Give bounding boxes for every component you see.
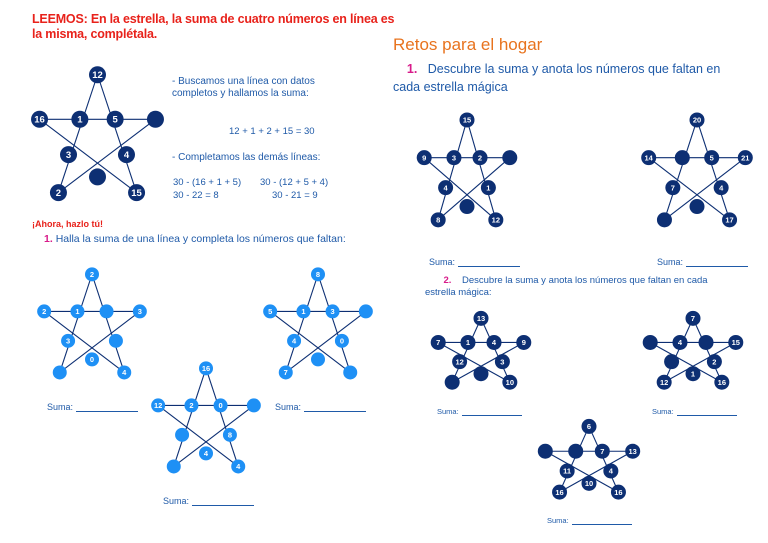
empty-star-node[interactable] — [460, 199, 475, 214]
star-node — [31, 111, 48, 128]
star-node — [582, 419, 597, 434]
node-circle — [643, 335, 658, 350]
lesson-title-line2: la misma, complétala. — [32, 27, 158, 41]
node-number: 8 — [227, 430, 233, 440]
node-number: 16 — [555, 487, 564, 497]
star-svg — [146, 356, 266, 481]
star-node — [487, 335, 502, 350]
node-number: 9 — [521, 338, 526, 348]
star-node — [452, 354, 467, 369]
star-node — [502, 375, 517, 390]
empty-star-node[interactable] — [675, 150, 690, 165]
empty-star-node[interactable] — [311, 352, 325, 366]
node-number: 9 — [422, 153, 427, 163]
node-circle — [100, 304, 114, 318]
node-circle — [690, 199, 705, 214]
node-number: 16 — [717, 377, 727, 387]
answer-line-1a[interactable] — [458, 266, 520, 267]
star-node — [641, 150, 656, 165]
node-number: 0 — [218, 401, 223, 411]
node-number: 12 — [92, 70, 103, 82]
empty-star-node[interactable] — [690, 199, 705, 214]
star-node — [552, 485, 567, 500]
node-number: 4 — [491, 338, 497, 348]
node-number: 5 — [112, 114, 118, 126]
node-number: 0 — [339, 336, 345, 346]
node-number: 2 — [477, 153, 483, 163]
node-number: 3 — [451, 153, 457, 163]
node-circle — [147, 111, 164, 128]
star-node — [231, 459, 245, 473]
suma-answer-1a — [429, 257, 520, 267]
node-number: 4 — [123, 150, 130, 162]
challenge-star-2a — [426, 307, 536, 395]
empty-star-node[interactable] — [109, 334, 123, 348]
node-number: 7 — [283, 368, 288, 378]
step-one-line2: completos y hallamos la suma: — [172, 88, 309, 99]
sum-equation: 12 + 1 + 2 + 15 = 30 — [229, 126, 315, 137]
star-node — [686, 366, 701, 381]
challenge-2-line2: estrella mágica: — [425, 287, 492, 298]
node-number: 3 — [65, 336, 71, 346]
node-number: 20 — [692, 115, 702, 125]
node-number: 15 — [462, 115, 472, 125]
ahora-label: ¡Ahora, hazlo tú! — [32, 219, 103, 229]
star-node — [665, 180, 680, 195]
practice-star-b — [258, 262, 378, 387]
star-node — [431, 212, 446, 227]
star-node — [714, 375, 729, 390]
star-node — [335, 334, 349, 348]
star-node — [287, 334, 301, 348]
node-number: 13 — [628, 446, 637, 456]
star-node — [690, 112, 705, 127]
star-node — [657, 375, 672, 390]
node-number: 1 — [75, 307, 80, 317]
example-star-diagram — [25, 60, 170, 210]
star-node — [263, 304, 277, 318]
node-circle — [445, 375, 460, 390]
suma-label-1b: Suma: — [657, 257, 684, 267]
node-number: 4 — [677, 338, 683, 348]
star-node — [707, 354, 722, 369]
answer-line-2c[interactable] — [572, 524, 632, 525]
node-circle — [359, 304, 373, 318]
suma-label-a: Suma: — [47, 402, 74, 412]
star-node — [481, 180, 496, 195]
challenge-1-number: 1. — [406, 62, 418, 76]
answer-line-2b[interactable] — [677, 415, 737, 416]
challenge-star-1a — [412, 107, 522, 235]
practice-star-a — [32, 262, 152, 387]
node-number: 3 — [137, 307, 142, 317]
node-number: 4 — [608, 466, 613, 476]
node-number: 7 — [436, 338, 441, 348]
challenge-1-text: Descubre la suma y anota los números que faltan en — [427, 62, 721, 76]
node-number: 14 — [644, 153, 653, 163]
node-number: 12 — [455, 357, 464, 367]
empty-star-node[interactable] — [247, 398, 261, 412]
star-node — [603, 463, 618, 478]
node-circle — [460, 199, 475, 214]
star-svg — [636, 107, 758, 235]
suma-answer-2a — [437, 407, 522, 416]
empty-star-node[interactable] — [147, 111, 164, 128]
node-circle — [675, 150, 690, 165]
node-number: 17 — [725, 215, 734, 225]
suma-answer-b — [275, 402, 366, 412]
challenge-star-2c — [533, 415, 645, 505]
node-number: 1 — [690, 369, 696, 379]
node-number: 3 — [65, 150, 72, 162]
step-two: - Completamos las demás líneas: — [172, 152, 321, 163]
node-circle — [502, 150, 517, 165]
suma-answer-2c — [547, 516, 632, 525]
node-circle — [175, 428, 189, 442]
empty-star-node[interactable] — [538, 444, 553, 459]
node-circle — [538, 444, 553, 459]
node-circle — [664, 354, 679, 369]
star-node — [199, 361, 213, 375]
star-node — [60, 146, 77, 163]
star-node — [582, 476, 597, 491]
star-node — [516, 335, 531, 350]
answer-line-b[interactable] — [304, 411, 366, 412]
challenge-2-line1 — [425, 275, 708, 287]
star-node — [473, 150, 488, 165]
star-node — [438, 180, 453, 195]
node-number: 4 — [236, 462, 241, 472]
suma-label-b: Suma: — [275, 402, 302, 412]
node-number: 15 — [131, 188, 142, 200]
star-node — [738, 150, 753, 165]
star-node — [89, 66, 106, 83]
suma-label-2b: Suma: — [652, 407, 674, 416]
empty-star-node[interactable] — [445, 375, 460, 390]
step-one-line1: - Buscamos una línea con datos — [172, 76, 315, 87]
star-node — [223, 428, 237, 442]
star-svg — [258, 262, 378, 387]
star-node — [128, 184, 145, 201]
star-svg — [412, 107, 522, 235]
star-node — [71, 111, 88, 128]
node-number: 1 — [486, 183, 491, 193]
node-number: 16 — [614, 487, 623, 497]
node-number: 0 — [89, 355, 95, 365]
node-number: 4 — [203, 449, 209, 459]
suma-label-c: Suma: — [163, 496, 190, 506]
calc-a1: 30 - (16 + 1 + 5) — [173, 177, 242, 188]
suma-answer-1b — [657, 257, 748, 267]
suma-label-2a: Suma: — [437, 407, 459, 416]
star-node — [474, 311, 489, 326]
star-node — [460, 112, 475, 127]
star-node — [686, 311, 701, 326]
question-1 — [44, 233, 346, 245]
suma-label-1a: Suma: — [429, 257, 456, 267]
suma-answer-c — [163, 496, 254, 506]
node-number: 5 — [268, 307, 273, 317]
node-number: 8 — [315, 270, 321, 280]
node-circle — [311, 352, 325, 366]
calc-b2: 30 - 21 = 9 — [272, 190, 318, 201]
node-circle — [568, 444, 583, 459]
star-node — [85, 352, 99, 366]
star-node — [672, 335, 687, 350]
node-number: 16 — [201, 364, 211, 374]
node-number: 7 — [690, 314, 696, 324]
question-1-number: 1. — [44, 233, 53, 245]
star-node — [560, 463, 575, 478]
star-svg — [638, 307, 748, 395]
star-svg — [533, 415, 645, 505]
challenge-2 — [425, 275, 708, 299]
node-number: 4 — [719, 183, 724, 193]
star-node — [311, 267, 325, 281]
practice-star-c — [146, 356, 266, 481]
node-number: 12 — [659, 377, 669, 387]
node-number: 5 — [709, 153, 714, 163]
node-number: 10 — [584, 479, 594, 489]
node-number: 1 — [465, 338, 471, 348]
star-node — [70, 304, 84, 318]
node-number: 2 — [89, 270, 95, 280]
node-number: 4 — [443, 183, 448, 193]
node-circle — [699, 335, 714, 350]
node-number: 2 — [189, 401, 194, 411]
node-number: 6 — [586, 422, 592, 432]
empty-star-node[interactable] — [89, 168, 106, 185]
node-number: 1 — [301, 307, 306, 317]
empty-star-node[interactable] — [474, 366, 489, 381]
calc-b1: 30 - (12 + 5 + 4) — [260, 177, 329, 188]
star-node — [446, 150, 461, 165]
star-node — [704, 150, 719, 165]
star-node — [37, 304, 51, 318]
node-number: 4 — [291, 336, 297, 346]
node-number: 7 — [600, 446, 605, 456]
calc-a2: 30 - 22 = 8 — [173, 190, 219, 201]
star-node — [722, 212, 737, 227]
node-number: 12 — [491, 215, 501, 225]
node-number: 2 — [712, 357, 717, 367]
star-node — [279, 365, 293, 379]
suma-answer-a — [47, 402, 138, 412]
star-node — [326, 304, 340, 318]
node-number: 15 — [731, 338, 740, 348]
star-svg — [426, 307, 536, 395]
empty-star-node[interactable] — [100, 304, 114, 318]
star-node — [296, 304, 310, 318]
star-node — [151, 398, 165, 412]
empty-star-node[interactable] — [167, 459, 181, 473]
node-number: 1 — [77, 114, 83, 126]
node-circle — [247, 398, 261, 412]
suma-label-2c: Suma: — [547, 516, 569, 525]
node-number: 2 — [55, 188, 62, 200]
challenge-star-1b — [636, 107, 758, 235]
node-circle — [89, 168, 106, 185]
question-1-text: Halla la suma de una línea y completa los números que faltan: — [55, 233, 346, 245]
star-node — [214, 398, 228, 412]
star-svg — [25, 60, 170, 210]
node-number: 7 — [670, 183, 675, 193]
star-node — [107, 111, 124, 128]
challenge-1-line2: cada estrella mágica — [393, 80, 508, 94]
star-node — [50, 184, 67, 201]
node-number: 3 — [500, 357, 505, 367]
lesson-title — [32, 12, 394, 42]
challenge-2-number: 2. — [443, 275, 452, 286]
challenge-star-2b — [638, 307, 748, 395]
star-node — [495, 354, 510, 369]
star-node — [61, 334, 75, 348]
suma-answer-2b — [652, 407, 737, 416]
star-node — [85, 267, 99, 281]
node-number: 2 — [42, 307, 47, 317]
star-node — [611, 485, 626, 500]
answer-line-1b[interactable] — [686, 266, 748, 267]
star-node — [118, 146, 135, 163]
star-node — [117, 365, 131, 379]
star-node — [431, 335, 446, 350]
steps-block — [172, 76, 315, 100]
star-node — [714, 180, 729, 195]
star-node — [595, 444, 610, 459]
empty-star-node[interactable] — [699, 335, 714, 350]
star-node — [184, 398, 198, 412]
empty-star-node[interactable] — [502, 150, 517, 165]
empty-star-node[interactable] — [657, 212, 672, 227]
empty-star-node[interactable] — [343, 365, 357, 379]
star-node — [460, 335, 475, 350]
challenge-1 — [393, 60, 720, 96]
lesson-title-line1: LEEMOS: En la estrella, la suma de cuatro números en línea es — [32, 12, 395, 26]
node-number: 3 — [330, 307, 335, 317]
empty-star-node[interactable] — [175, 428, 189, 442]
node-circle — [109, 334, 123, 348]
star-node — [728, 335, 743, 350]
star-node — [417, 150, 432, 165]
empty-star-node[interactable] — [643, 335, 658, 350]
node-circle — [657, 212, 672, 227]
node-number: 11 — [563, 466, 572, 476]
node-number: 8 — [436, 215, 441, 225]
node-circle — [167, 459, 181, 473]
star-node — [625, 444, 640, 459]
node-circle — [53, 365, 67, 379]
node-number: 16 — [34, 114, 45, 126]
empty-star-node[interactable] — [359, 304, 373, 318]
challenge-2-text: Descubre la suma y anota los números que faltan en cada — [461, 275, 708, 286]
node-circle — [474, 366, 489, 381]
homework-heading: Retos para el hogar — [393, 35, 543, 54]
node-circle — [343, 365, 357, 379]
answer-line-a[interactable] — [76, 411, 138, 412]
answer-line-2a[interactable] — [462, 415, 522, 416]
star-svg — [32, 262, 152, 387]
node-number: 21 — [741, 153, 750, 163]
star-node — [133, 304, 147, 318]
node-number: 10 — [505, 377, 515, 387]
node-number: 12 — [153, 401, 163, 411]
star-node — [488, 212, 503, 227]
node-number: 4 — [122, 368, 127, 378]
empty-star-node[interactable] — [53, 365, 67, 379]
empty-star-node[interactable] — [568, 444, 583, 459]
star-node — [199, 446, 213, 460]
answer-line-c[interactable] — [192, 505, 254, 506]
challenge-1-line1 — [393, 60, 720, 78]
node-number: 13 — [476, 314, 486, 324]
empty-star-node[interactable] — [664, 354, 679, 369]
